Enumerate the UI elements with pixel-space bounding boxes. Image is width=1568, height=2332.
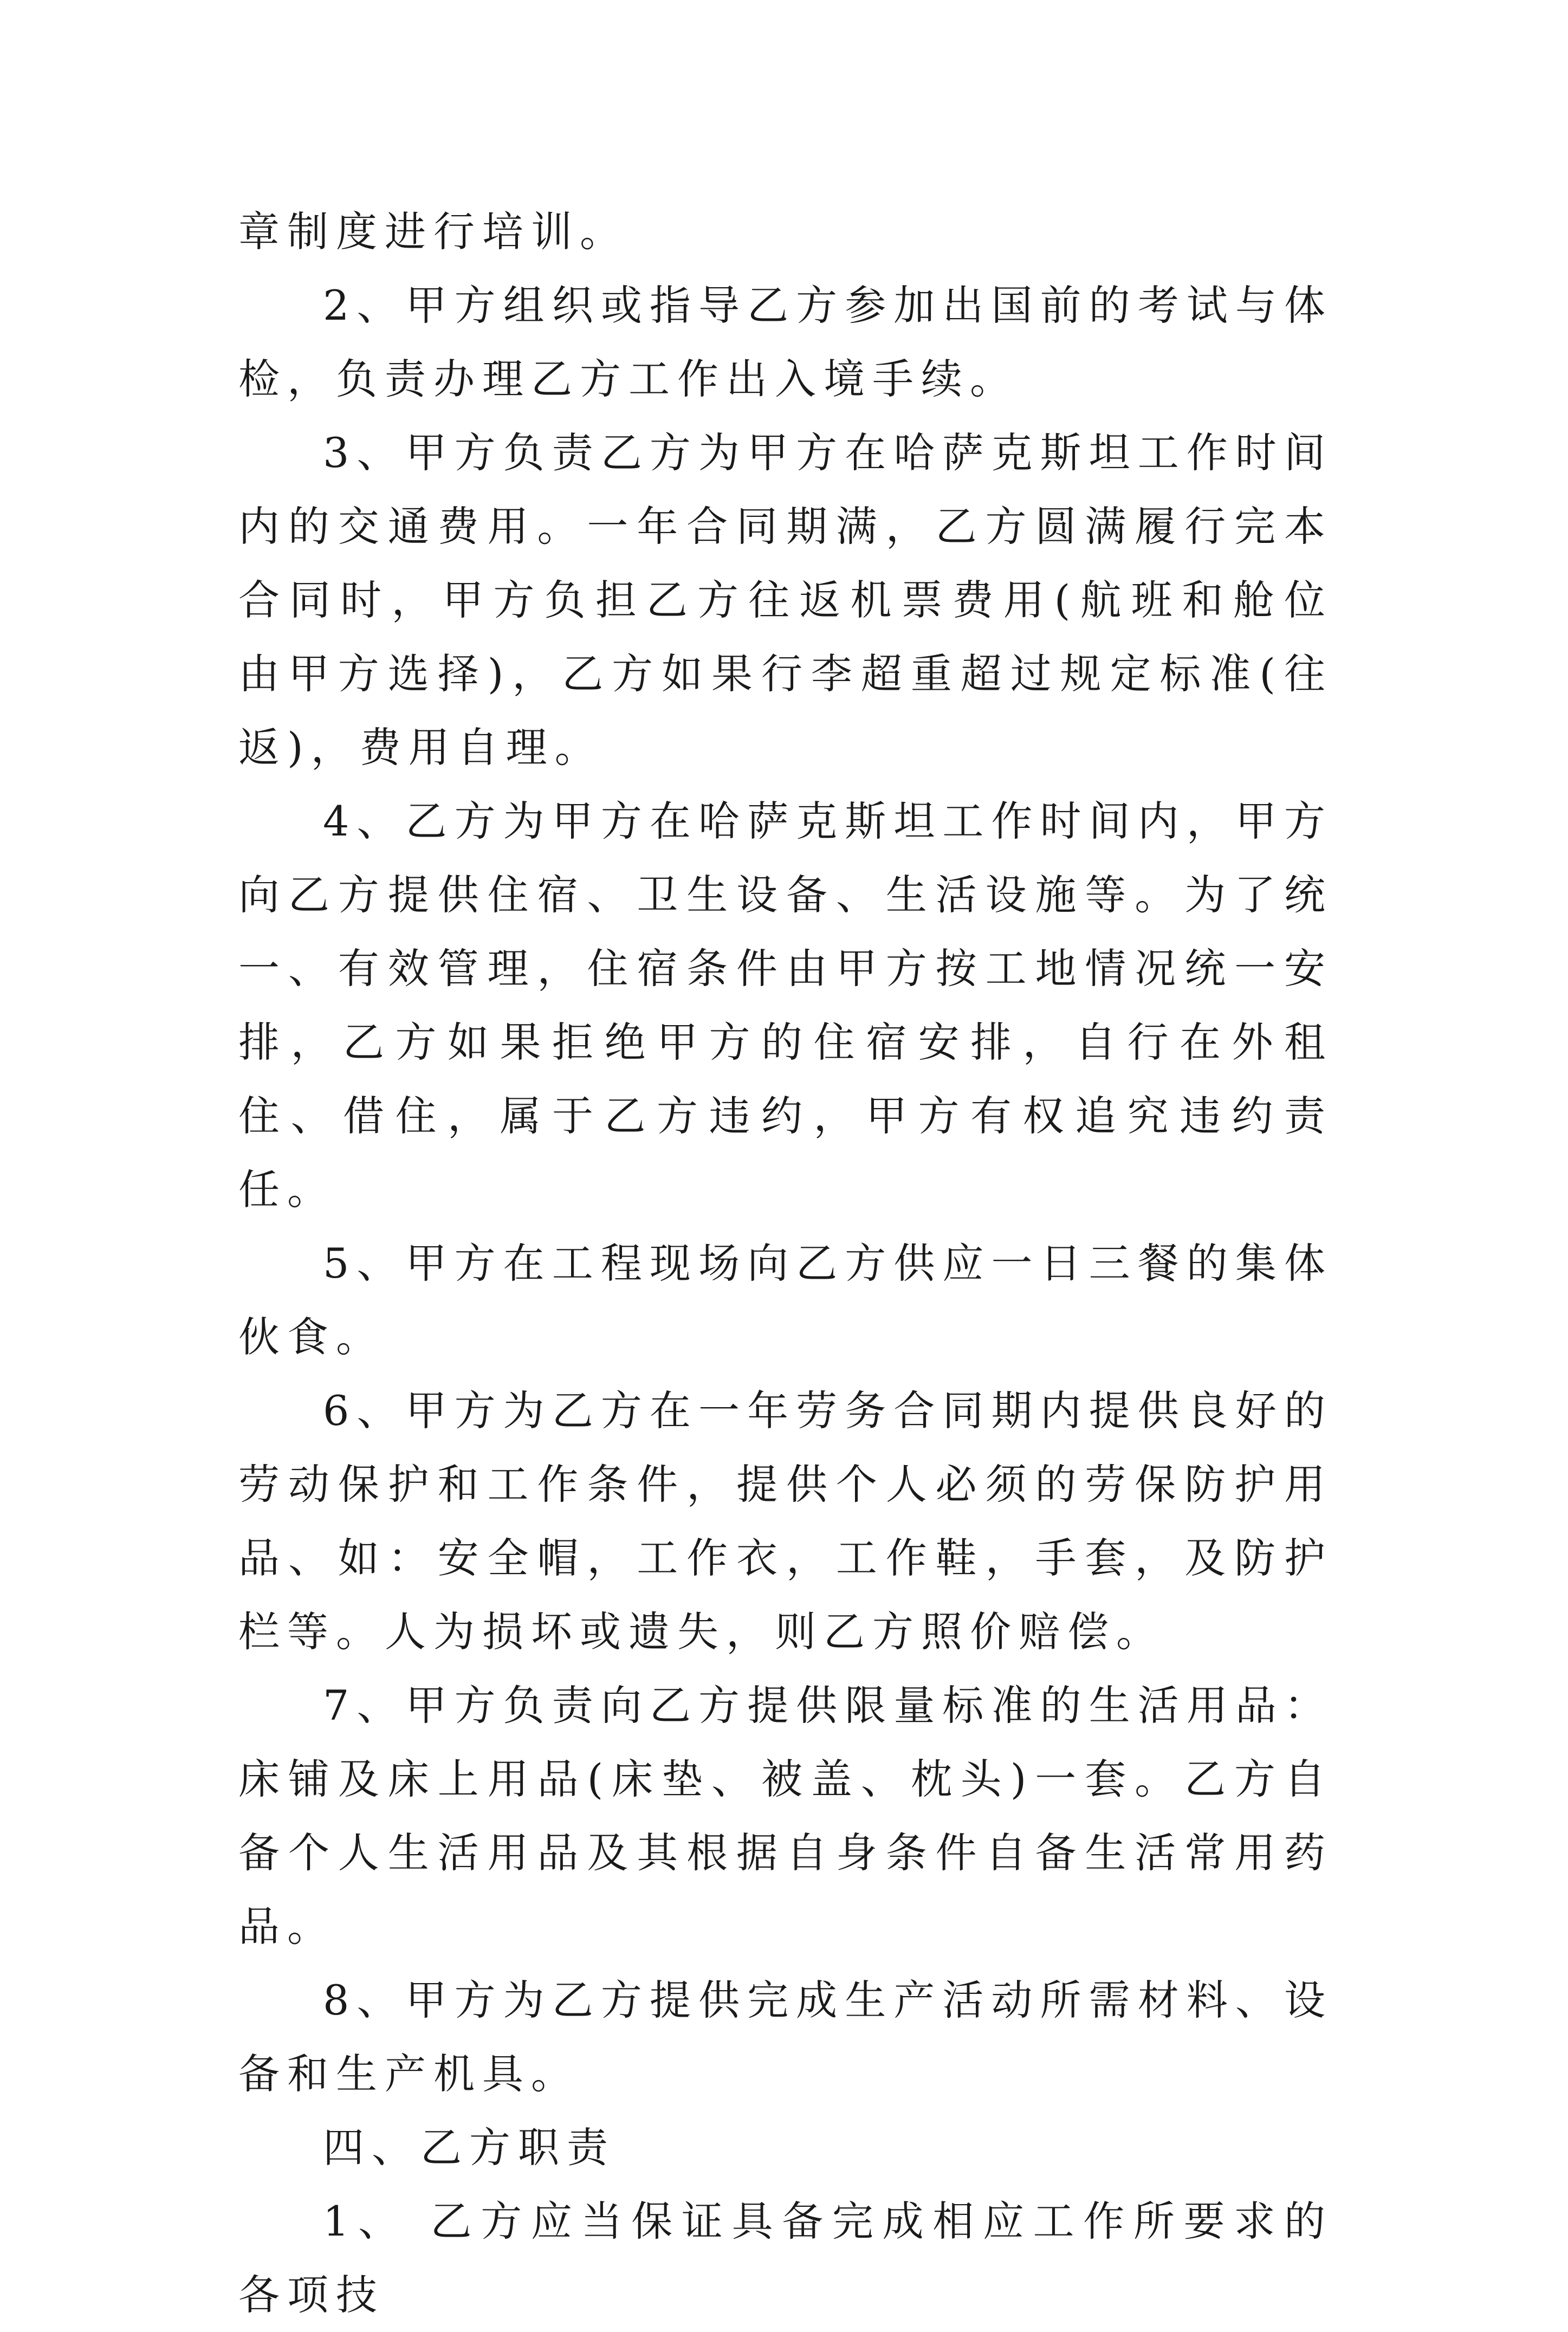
paragraph-clause-5: 5、甲方在工程现场向乙方供应一日三餐的集体伙食。 — [238, 1239, 1333, 1361]
document-body — [238, 195, 1333, 2332]
paragraph-clause-2: 2、甲方组织或指导乙方参加出国前的考试与体检，负责办理乙方工作出入境手续。 — [238, 281, 1333, 403]
paragraph-clause-7: 7、甲方负责向乙方提供限量标准的生活用品：床铺及床上用品(床垫、被盖、枕头)一套。乙方自备个人生活用品及其根据自身条件自备生活常用药品。 — [238, 1681, 1333, 1951]
paragraph-clause-3: 3、甲方负责乙方为甲方在哈萨克斯坦工作时间内的交通费用。一年合同期满，乙方圆满履行完本合同时，甲方负担乙方往返机票费用(航班和舱位由甲方选择)，乙方如果行李超重超过规定标准(往返)，费用自理。 — [238, 429, 1333, 772]
section-heading: 四、乙方职责 — [323, 2123, 615, 2172]
paragraph-continuation: 章制度进行培训。 — [238, 208, 629, 256]
paragraph-clause-8: 8、甲方为乙方提供完成生产活动所需材料、设备和生产机具。 — [238, 1976, 1333, 2098]
paragraph-clause-4: 4、乙方为甲方在哈萨克斯坦工作时间内，甲方向乙方提供住宿、卫生设备、生活设施等。为了统一、有效管理，住宿条件由甲方按工地情况统一安排，乙方如果拒绝甲方的住宿安排，自行在外租住、借住，属于乙方违约，甲方有权追究违约责任。 — [238, 797, 1333, 1214]
paragraph-party-b-clause-1: 1、 乙方应当保证具备完成相应工作所要求的各项技 — [238, 2197, 1333, 2319]
paragraph-clause-6: 6、甲方为乙方在一年劳务合同期内提供良好的劳动保护和工作条件，提供个人必须的劳保防护用品、如：安全帽，工作衣，工作鞋，手套，及防护栏等。人为损坏或遗失，则乙方照价赔偿。 — [238, 1387, 1333, 1656]
